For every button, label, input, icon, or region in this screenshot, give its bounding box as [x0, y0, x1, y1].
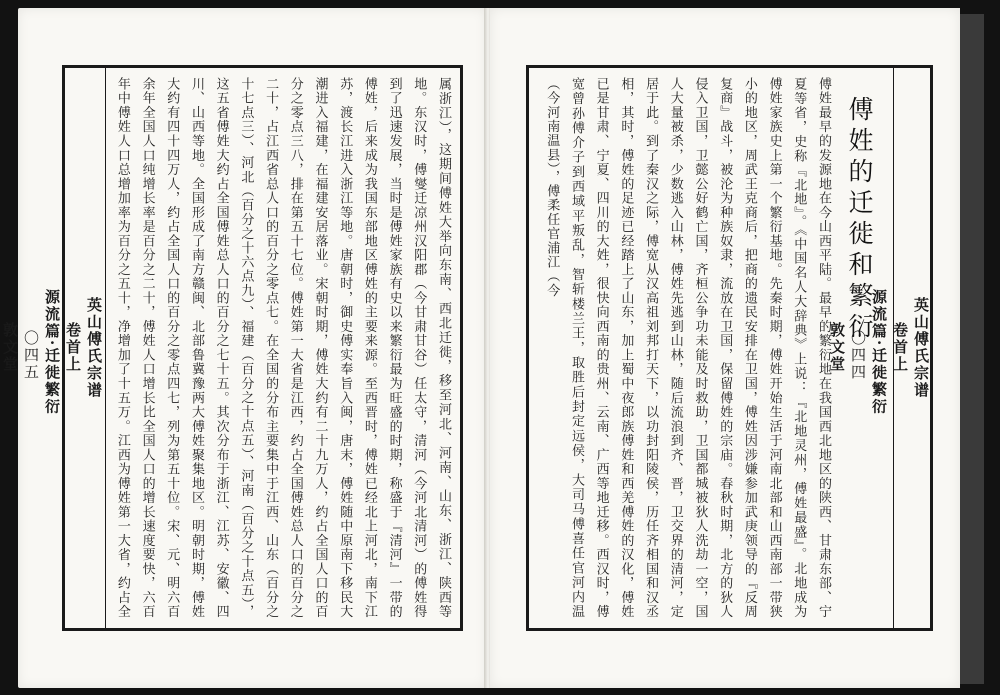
chapter-heading: 傅姓的迁徙和繁衍: [845, 96, 874, 344]
left-strip-title: 英山傅氏宗谱: [85, 296, 103, 399]
right-strip-title: 英山傅氏宗谱: [912, 296, 930, 399]
right-body-text: 傅姓最早的发源地在今山西平陆。最早的繁衍地在我国西北地区的陕西、甘肃东部、宁夏等省，史称『北地』。《中国名人大辞典》上说：『北地灵州，傅姓最盛』。北地成为傅姓家族史上第一个繁衍基地。先秦时期，傅姓开始生活于河南北部和山西南部一带狭小的地区，周武王克商后，把商的遗民安排在卫国，傅姓因涉嫌参加武庚领导的『反周复商』战斗，被沦为种族奴隶，流放在卫国，保留傅姓的宗庙。春秋时期，北方的狄人侵入卫国，卫懿公好鹤亡国，齐桓公争功未能及时救助，卫国都城被狄人洗劫一空，国人大量被杀，少数逃入山林，傅姓先逃到山林，随后流浪到齐、晋，卫交界的清河，定居于此。到了秦汉之际，傅宽从汉高祖刘邦打天下，以功封阳陵侯，历任齐相国和汉丞相，其时，傅姓的足迹已经踏上了山东，加上蜀中夜郎族傅姓和西羌傅姓的汉化，傅姓已是甘肃、宁夏、四川的大姓，很快向西南的贵州、云南、广西等地迁移。西汉时，傅宽曾孙傅介子到西域平叛乱，智斩楼兰王，取胜后封定远侯，大司马傅喜任官河内温（今河南温县），傅柔任官浦江（今: [544, 77, 831, 619]
right-page: [490, 8, 960, 688]
left-strip-section: 源流篇·迁徙繁衍: [43, 289, 61, 416]
left-margin-strip: [1, 74, 105, 621]
right-page-frame: [526, 65, 933, 631]
left-frame-divider: [105, 68, 106, 628]
left-strip-volume: 卷首上: [64, 322, 82, 373]
left-page-frame: [1, 65, 463, 631]
right-strip-volume: 卷首上: [891, 322, 909, 373]
left-body-text: 属浙江），这期间傅姓大举向东南、西北迁徙，移至河北、河南、山东、浙江、陕西等地。东汉时，傅燮迁凉州汉阳郡（今甘肃甘谷）任太守，清河（今河北清河）的傅姓得到了迅速发展，当时是傅姓家族有史以来繁衍最为旺盛的时期，称盛于『清河』一带的傅姓，后来成为我国东部地区傅姓的主要来源。至西晋时，傅姓已经北上河北，南下江苏，渡长江进入浙江等地。唐朝时，御史傅实奉旨入闽，唐末，傅姓随中原南下移民大潮进入福建，在福建安居落业。宋朝时期，傅姓大约有二十九万人，约占全国人口的百分之零点三八，排在第五十七位。傅姓第一大省是江西，约占全国傅姓总人口的百分之二十，占江西省总人口的百分之零点七。在全国的分布主要集中于江西、山东（百分之十七点三）、河北（百分之十六点九）、福建（百分之十点五）、河南（百分之十点五），这五省傅姓大约占全国傅姓总人口的百分之七十五。其次分布于浙江、江苏、安徽、四川、山西等地。全国形成了南方赣闽、北部鲁冀豫两大傅姓聚集地区。明朝时期，傅姓大约有四十四万人，约占全国人口的百分之零点四七，列为第五十位。宋、元、明六百余年全国人口纯增长率是百分之二十，傅姓人口增长比全国人口的增长速度要快，六百年中傅姓人口总增加率为百分之五十，净增加了十五万。江西为傅姓第一大省，约占全: [114, 77, 451, 619]
left-publisher: 敦文堂: [1, 322, 19, 373]
right-strip-section: 源流篇·迁徙繁衍: [870, 289, 888, 416]
right-publisher: 敦文堂: [828, 322, 846, 373]
left-page-number: 〇四五: [22, 330, 40, 381]
left-page: [1, 8, 486, 688]
right-page-number: 〇四四: [849, 330, 867, 381]
